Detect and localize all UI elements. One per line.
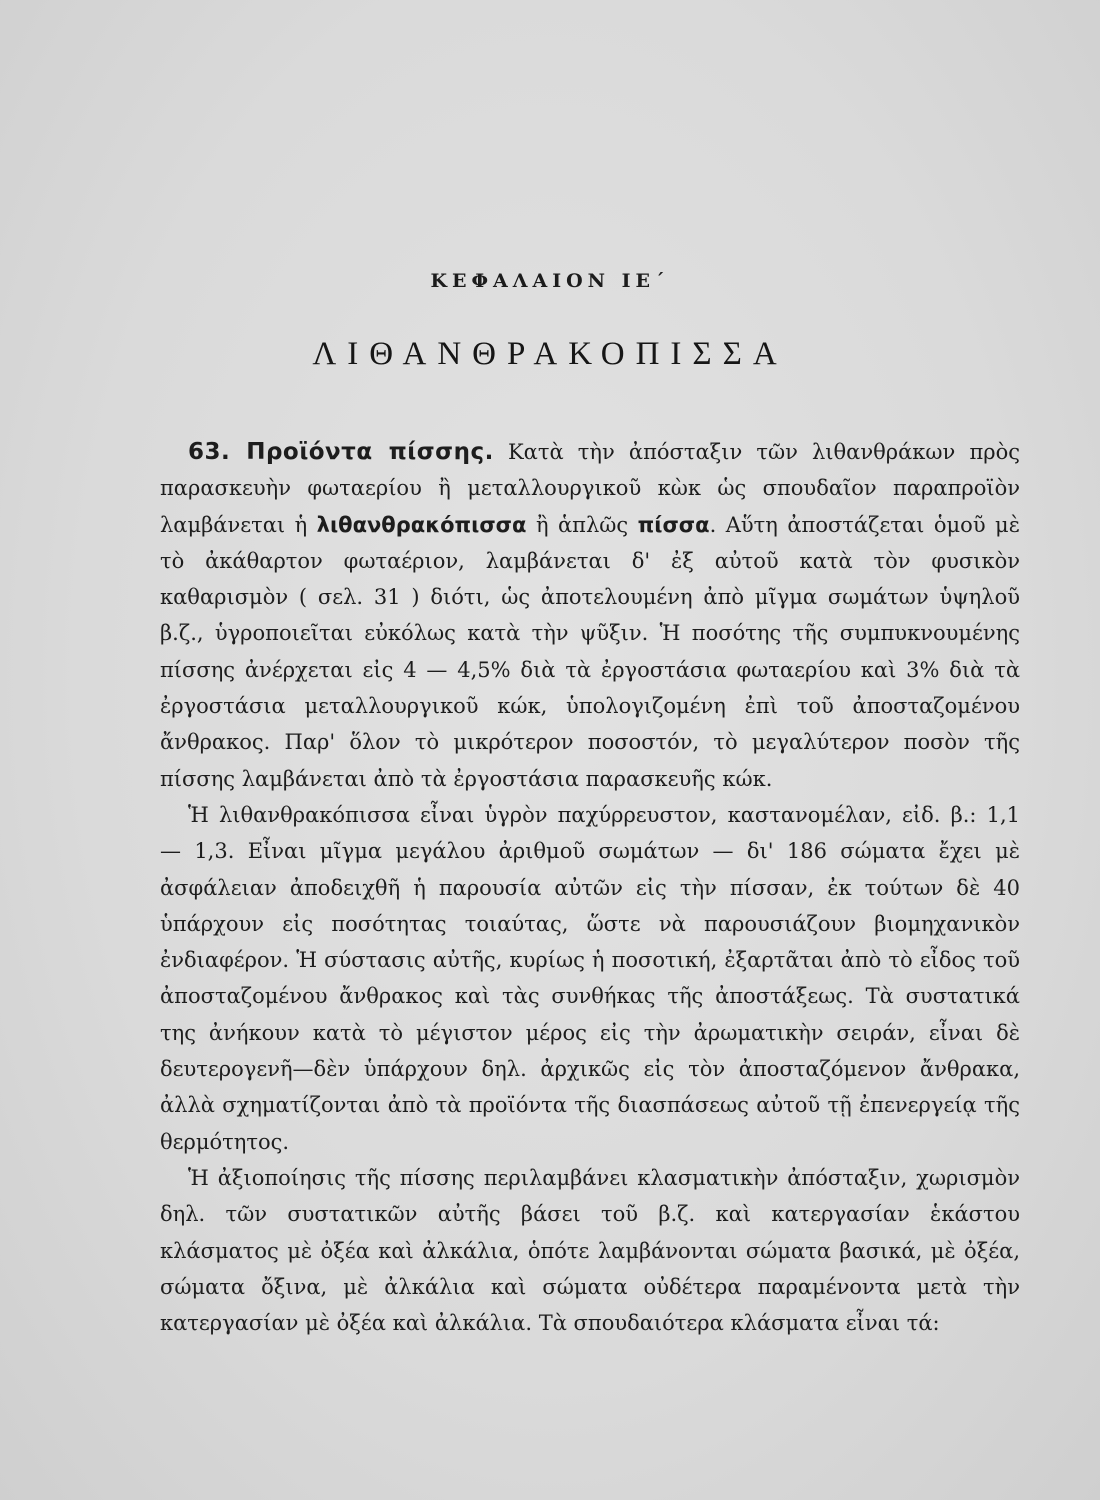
paragraph-1-part-a: Κατὰ τὴν ἀπόσταξιν τῶν λιθανθράκων πρὸς παρασκευὴν φωταερίου ἢ μεταλλουργικοῦ κὼκ ὡς σπουδαῖον παραπροϊὸν λαμβάνεται ἡ bbox=[160, 440, 1020, 537]
chapter-label: ΚΕΦΑΛΑΙΟΝ ΙΕ΄ bbox=[430, 270, 670, 292]
body-text bbox=[160, 434, 1020, 1341]
chapter-title: ΛΙΘΑΝΘΡΑΚΟΠΙΣΣΑ bbox=[312, 336, 788, 372]
paragraph-3: Ἡ ἀξιοποίησις τῆς πίσσης περιλαμβάνει κλασματικὴν ἀπόσταξιν, χωρισμὸν δηλ. τῶν συστατικῶν αὐτῆς βάσει τοῦ β.ζ. καὶ κατεργασίαν ἑκάστου κλάσματος μὲ ὀξέα καὶ ἀλκάλια, ὁπότε λαμβάνονται σώματα βασικά, μὲ ὀξέα, σώματα ὄξινα, μὲ ἀλκάλια καὶ σώματα οὐδέτερα παραμένοντα μετὰ τὴν κατεργασίαν μὲ ὀξέα καὶ ἀλκάλια. Τὰ σπουδαιότερα κλάσματα εἶναι τά: bbox=[160, 1165, 1020, 1336]
paragraph-1 bbox=[160, 434, 1020, 797]
paragraph-2: Ἡ λιθανθρακόπισσα εἶναι ὑγρὸν παχύρρευστον, καστανομέλαν, εἰδ. β.: 1,1 — 1,3. Εἶναι μῖγμα μεγάλου ἀριθμοῦ σωμάτων — δι' 186 σώματα ἔχει μὲ ἀσφάλειαν ἀποδειχθῆ ἡ παρουσία αὐτῶν εἰς τὴν πίσσαν, ἐκ τούτων δὲ 40 ὑπάρχουν εἰς ποσότητας τοιαύτας, ὥστε νὰ παρουσιάζουν βιομηχανικὸν ἐνδιαφέρον. Ἡ σύστασις αὐτῆς, κυρίως ἡ ποσοτική, ἐξαρτᾶται ἀπὸ τὸ εἶδος τοῦ ἀποσταζομένου ἄνθρακος καὶ τὰς συνθήκας τῆς ἀποστάξεως. Τὰ συστατικά της ἀνήκουν κατὰ τὸ μέγιστον μέρος εἰς τὴν ἀρωματικὴν σειράν, εἶναι δὲ δευτερογενῆ—δὲν ὑπάρχουν δηλ. ἀρχικῶς εἰς τὸν ἀποσταζόμενον ἄνθρακα, ἀλλὰ σχηματίζονται ἀπὸ τὰ προϊόντα τῆς διασπάσεως αὐτοῦ τῇ ἐπενεργείᾳ τῆς θερμότητος. bbox=[160, 802, 1020, 1154]
section-heading: 63. Προϊόντα πίσσης. bbox=[188, 439, 494, 465]
paragraph-1-part-b: ἢ ἁπλῶς bbox=[526, 512, 638, 537]
term-coal-tar: λιθανθρακόπισσα bbox=[316, 512, 527, 537]
paragraph-1-part-c: . Αὕτη ἀποστάζεται ὁμοῦ μὲ τὸ ἀκάθαρτον φωταέριον, λαμβάνεται δ' ἐξ αὐτοῦ κατὰ τὸν φυσικὸν καθαρισμὸν ( σελ. 31 ) διότι, ὡς ἀποτελουμένη ἀπὸ μῖγμα σωμάτων ὑψηλοῦ β.ζ., ὑγροποιεῖται εὐκόλως κατὰ τὴν ψῦξιν. Ἡ ποσότης τῆς συμπυκνουμένης πίσσης ἀνέρχεται εἰς 4 — 4,5% διὰ τὰ ἐργοστάσια φωταερίου καὶ 3% διὰ τὰ ἐργοστάσια μεταλλουργικοῦ κώκ, ὑπολογιζομένη ἐπὶ τοῦ ἀποσταζομένου ἄνθρακος. Παρ' ὅλον τὸ μικρότερον ποσοστόν, τὸ μεγαλύτερον ποσὸν τῆς πίσσης λαμβάνεται ἀπὸ τὰ ἐργοστάσια παρασκευῆς κώκ. bbox=[160, 512, 1020, 791]
term-tar: πίσσα bbox=[637, 512, 710, 537]
